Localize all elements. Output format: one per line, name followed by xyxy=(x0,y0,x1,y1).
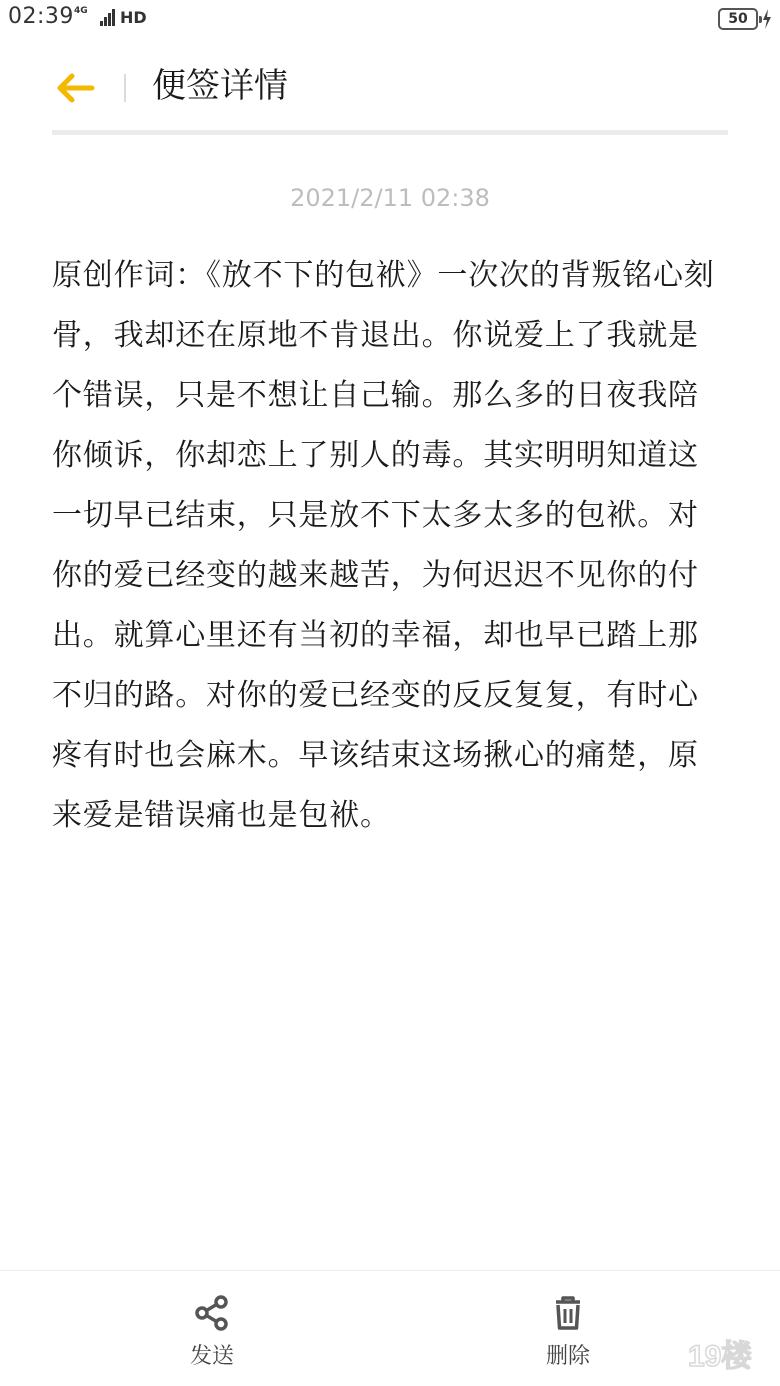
trash-icon xyxy=(548,1293,588,1333)
send-button[interactable] xyxy=(152,1293,272,1373)
note-timestamp: 2021/2/11 02:38 xyxy=(290,184,490,212)
header-separator xyxy=(52,130,728,135)
svg-text:19楼: 19楼 xyxy=(688,1340,752,1373)
send-label: 发送 xyxy=(189,1344,234,1369)
delete-label: 删除 xyxy=(545,1344,590,1369)
charging-icon xyxy=(762,9,772,29)
watermark-logo xyxy=(684,1334,774,1374)
header xyxy=(0,42,780,134)
header-divider xyxy=(124,74,126,102)
status-time: 02:39 xyxy=(8,4,74,29)
back-button[interactable] xyxy=(50,64,100,112)
delete-button[interactable] xyxy=(508,1293,628,1373)
hd-badge: HD xyxy=(120,8,147,27)
page-title: 便签详情 xyxy=(152,66,288,106)
signal-icon xyxy=(100,8,118,26)
note-content[interactable]: 原创作词：《放不下的包袱》一次次的背叛铭心刻骨，我却还在原地不肯退出。你说爱上了我就是个错误，只是不想让自己输。那么多的日夜我陪你倾诉，你却恋上了别人的毒。其实明明知道这一切早已结束，只是放不下太多太多的包袱。对你的爱已经变的越来越苦，为何迟迟不见你的付出。就算心里还有当初的幸福，却也早已踏上那不归的路。对你的爱已经变的反反复复，有时心疼有时也会麻木。早该结束这场揪心的痛楚，原来爱是错误痛也是包袱。 xyxy=(52,258,715,833)
share-icon xyxy=(192,1293,232,1333)
bottom-toolbar xyxy=(0,1270,780,1386)
network-type: 4G xyxy=(74,6,88,16)
status-bar xyxy=(0,0,780,42)
arrow-left-icon xyxy=(50,64,100,112)
battery-icon: 50 xyxy=(718,8,758,30)
